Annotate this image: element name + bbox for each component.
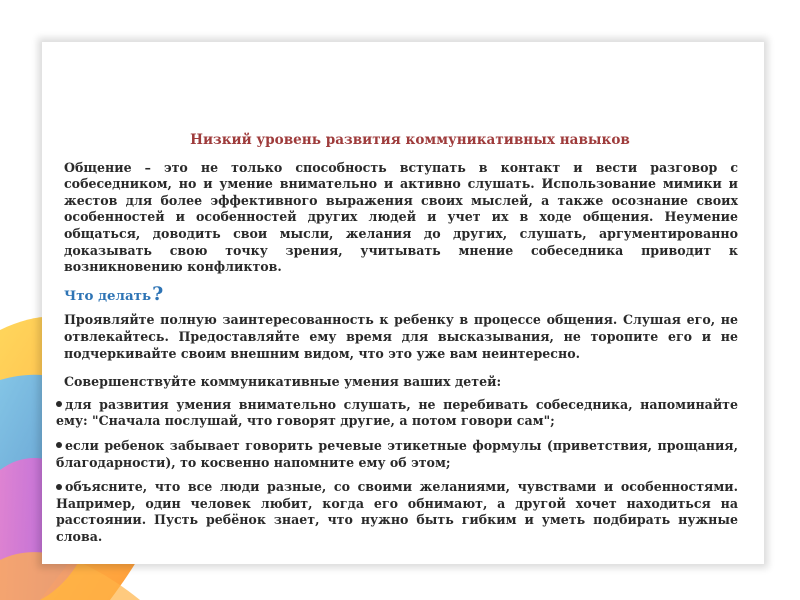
slide-content [56, 132, 738, 553]
slide-title: Низкий уровень развития коммуникативных навыков [190, 132, 630, 148]
bullet-icon [56, 484, 62, 490]
list-item-text: если ребенок забывает говорить речевые этикетные формулы (приветствия, прощания, благодарности), то косвенно напомните ему об этом; [56, 437, 738, 470]
advice-paragraph: Проявляйте полную заинтересованность к ребенку в процессе общения. Слушая его, не отвлекайтесь. Предоставляйте ему время для высказывания, не торопите его и не подчеркивайте своим внешним видом, что это уже вам неинтересно. [64, 312, 738, 361]
question-mark: ? [152, 282, 164, 305]
intro-paragraph: Общение – это не только способность вступать в контакт и вести разговор с собеседником, но и умение внимательно и активно слушать. Использование мимики и жестов для более эффективного выражения своих мыслей, а также осознание своих особенностей и особенностей других людей и учет их в ходе общения. Неумение общаться, доводить свои мысли, желания до других, слушать, аргументированно доказывать свою точку зрения, учитывать мнение собеседника приводит к возникновению конфликтов. [64, 159, 738, 275]
bullet-icon [56, 401, 62, 407]
list-item [56, 438, 738, 471]
list-item [56, 397, 738, 430]
section-heading-label: Что делать [64, 287, 152, 304]
bullet-icon [56, 442, 62, 448]
list-item [56, 479, 738, 545]
improve-paragraph: Совершенствуйте коммуникативные умения ваших детей: [64, 374, 502, 390]
list-item-text: для развития умения внимательно слушать, не перебивать собеседника, напоминайте ему: "Сначала послушай, что говорят другие, а потом говори сам"; [56, 396, 738, 429]
tips-list [56, 396, 738, 546]
slide-card [42, 42, 764, 564]
section-heading [64, 282, 738, 305]
list-item-text: объясните, что все люди разные, со своими желаниями, чувствами и особенностями. Например, один человек любит, когда его обнимают, а другой хочет находиться на расстоянии. Пусть ребёнок знает, что нужно быть гибким и уметь подбирать нужные слова. [56, 479, 738, 544]
